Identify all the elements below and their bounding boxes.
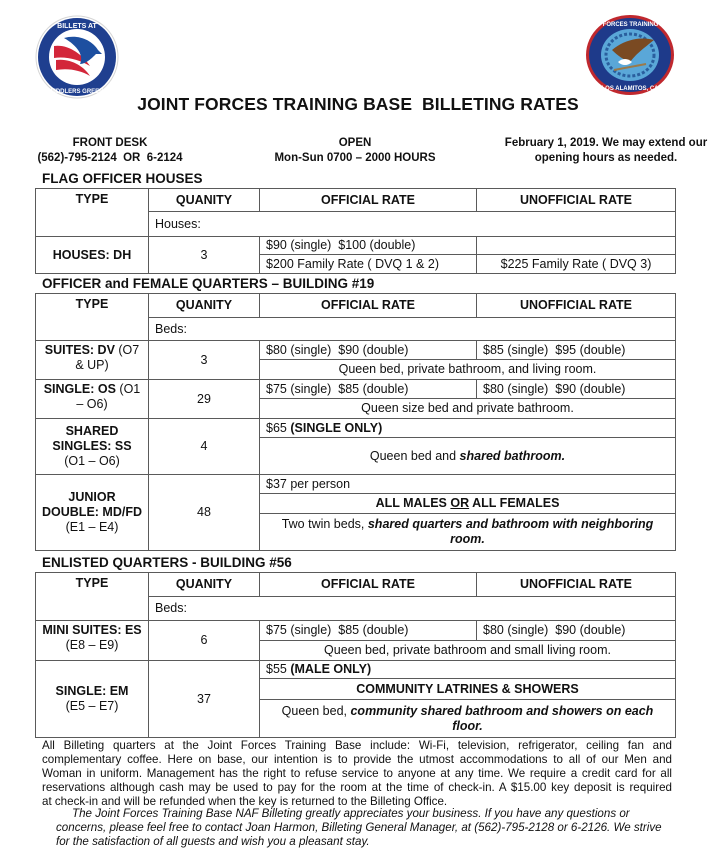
open-label: OPEN <box>338 137 372 149</box>
qty-houses-dh: 3 <box>149 237 260 274</box>
official-family-rate: $200 Family Rate ( DVQ 1 & 2) <box>260 255 477 274</box>
amenities-line: complementary coffee. Here on base, our intention is to provide the utmost accommodations to all of our Men and <box>42 753 672 766</box>
header-unofficial-rate: UNOFFICIAL RATE <box>477 189 676 212</box>
unofficial-rate: $85 (single) $95 (double) <box>477 341 676 360</box>
official-rate: $75 (single) $85 (double) <box>260 380 477 399</box>
logo-top-text: BILLETS AT <box>57 23 97 30</box>
room-description: Queen size bed and private bathroom. <box>260 399 676 419</box>
front-desk-info <box>10 136 210 166</box>
header-type: TYPE <box>36 294 149 341</box>
type-suites-dv: SUITES: DV (O7 & UP) <box>36 341 149 380</box>
header-type: TYPE <box>36 573 149 621</box>
type-single-em: SINGLE: EM (E5 – E7) <box>36 661 149 738</box>
open-hours: Mon-Sun 0700 – 2000 HOURS <box>274 152 436 164</box>
unofficial-rate: $80 (single) $90 (double) <box>477 621 676 641</box>
header-official-rate: OFFICIAL RATE <box>260 294 477 318</box>
qty-mini-suites-es: 6 <box>149 621 260 661</box>
qty-single-os: 29 <box>149 380 260 419</box>
section-title-flag-officer: FLAG OFFICER HOUSES <box>42 171 203 186</box>
room-description: Queen bed, private bathroom and small living room. <box>260 641 676 661</box>
gender-note: ALL MALES OR ALL FEMALES <box>260 494 676 514</box>
qty-single-em: 37 <box>149 661 260 738</box>
amenities-line: Woman in uniform. Management has the right to refuse service to anyone at any time. We require a credit card for all <box>42 767 672 780</box>
unit-label: Beds: <box>149 318 676 341</box>
amenities-paragraph <box>42 739 672 809</box>
header-unofficial-rate: UNOFFICIAL RATE <box>477 294 676 318</box>
qty-junior-double: 48 <box>149 475 260 551</box>
closing-paragraph: The Joint Forces Training Base NAF Billeting greatly appreciates your business. If you have any questions or concerns, please feel free to contact Joan Harmon, Billeting General Manager, at (562)-795-2128 or 6-2126. We strive for the satisfaction of all guests and wish you a pleasant stay. <box>56 807 662 848</box>
official-rate: $80 (single) $90 (double) <box>260 341 477 360</box>
official-rate-single-double: $90 (single) $100 (double) <box>260 237 477 255</box>
official-rate: $75 (single) $85 (double) <box>260 621 477 641</box>
type-houses-dh: HOUSES: DH <box>36 237 149 274</box>
section-title-enlisted: ENLISTED QUARTERS - BUILDING #56 <box>42 555 292 570</box>
logo-bottom-text: FIDDLERS GREEN <box>50 89 104 95</box>
amenities-line: reservations although cash may be used to pay for the room at the time of check-in. A $15.00 key deposit is required <box>42 781 672 794</box>
unofficial-rate-empty <box>477 237 676 255</box>
section-title-officer-female: OFFICER and FEMALE QUARTERS – BUILDING #19 <box>42 276 375 291</box>
amenities-line: at check-in and will be refunded when the key is returned to the Billeting Office. <box>42 795 448 808</box>
enlisted-quarters-rates-table <box>35 572 676 738</box>
unofficial-family-rate: $225 Family Rate ( DVQ 3) <box>477 255 676 274</box>
type-mini-suites-es: MINI SUITES: ES (E8 – E9) <box>36 621 149 661</box>
front-desk-label: FRONT DESK <box>72 137 148 149</box>
header-official-rate: OFFICIAL RATE <box>260 573 477 597</box>
type-single-os: SINGLE: OS (O1 – O6) <box>36 380 149 419</box>
community-latrines-note: COMMUNITY LATRINES & SHOWERS <box>260 679 676 700</box>
open-hours-info <box>240 136 470 166</box>
logo-bottom-text: LOS ALAMITOS, CA <box>601 86 659 92</box>
unofficial-rate: $80 (single) $90 (double) <box>477 380 676 399</box>
header-type: TYPE <box>36 189 149 237</box>
type-junior-double: JUNIOR DOUBLE: MD/FD (E1 – E4) <box>36 475 149 551</box>
rate-male-only: $55 (MALE ONLY) <box>260 661 676 679</box>
room-description: Queen bed and shared bathroom. <box>260 438 676 475</box>
billets-fiddlers-green-logo <box>34 14 120 100</box>
page-title: JOINT FORCES TRAINING BASE BILLETING RATES <box>137 94 579 114</box>
rate-single-only: $65 (SINGLE ONLY) <box>260 419 676 438</box>
logo-top-text: JOINT FORCES TRAINING BASE <box>584 22 676 28</box>
room-description: Queen bed, private bathroom, and living room. <box>260 360 676 380</box>
notice-line-1: February 1, 2019. We may extend our <box>504 137 708 149</box>
header-official-rate: OFFICIAL RATE <box>260 189 477 212</box>
unit-label: Houses: <box>149 212 676 237</box>
header-quantity: QUANITY <box>149 294 260 318</box>
rate-per-person: $37 per person <box>260 475 676 494</box>
header-quantity: QUANITY <box>149 189 260 212</box>
officer-quarters-rates-table <box>35 293 676 551</box>
header-quantity: QUANITY <box>149 573 260 597</box>
notice-line-2: opening hours as needed. <box>534 152 678 164</box>
amenities-line: All Billeting quarters at the Joint Forces Training Base include: Wi-Fi, television, refrigerator, ceiling fan and <box>42 739 672 752</box>
qty-shared-singles-ss: 4 <box>149 419 260 475</box>
hours-notice <box>488 136 716 166</box>
jftb-los-alamitos-logo <box>584 14 676 96</box>
unit-label: Beds: <box>149 597 676 621</box>
room-description: Queen bed, community shared bathroom and showers on each floor. <box>260 700 676 738</box>
room-description: Two twin beds, shared quarters and bathroom with neighboring room. <box>260 514 676 551</box>
type-shared-singles-ss: SHARED SINGLES: SS (O1 – O6) <box>36 419 149 475</box>
qty-suites-dv: 3 <box>149 341 260 380</box>
front-desk-phone: (562)-795-2124 OR 6-2124 <box>37 152 183 164</box>
header-unofficial-rate: UNOFFICIAL RATE <box>477 573 676 597</box>
flag-officer-rates-table <box>35 188 676 274</box>
